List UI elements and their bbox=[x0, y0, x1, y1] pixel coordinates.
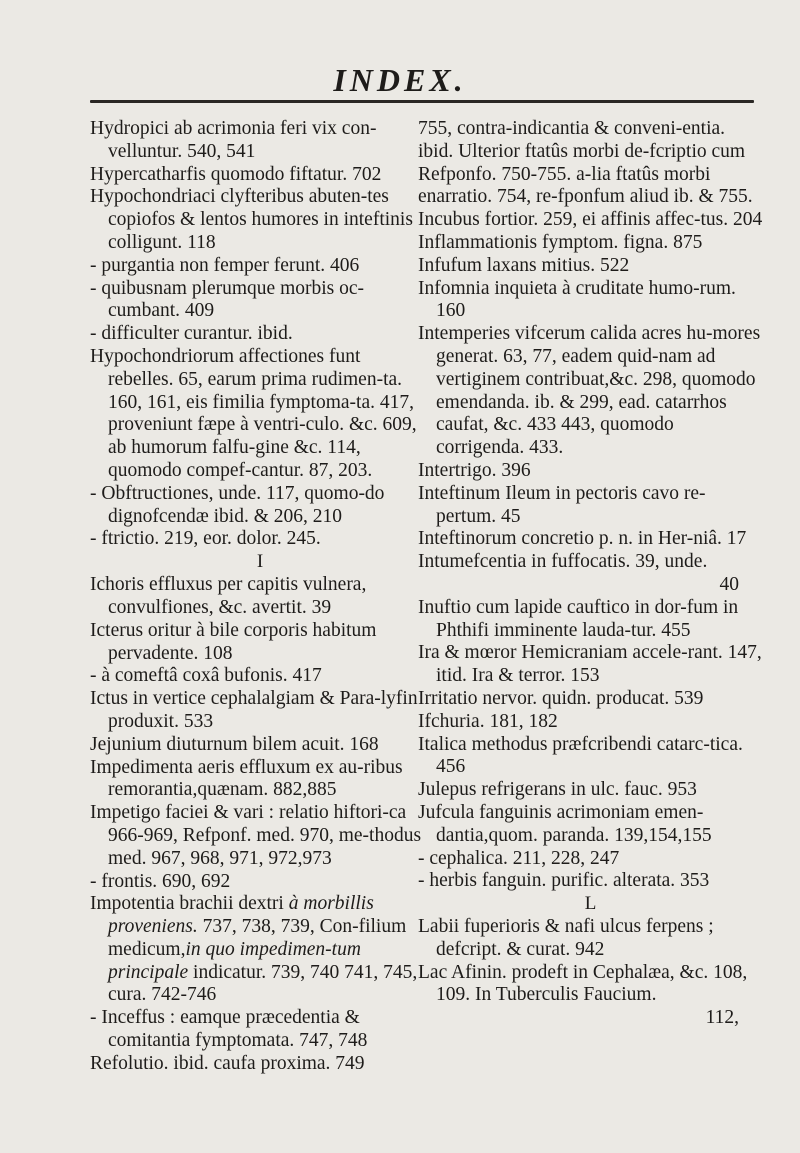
index-subentry: - à comeftâ coxâ bufonis. 417 bbox=[90, 665, 322, 687]
index-entry: Inuftio cum lapide cauftico in dor-fum in Phthifi imminente lauda-tur. 455 bbox=[418, 596, 739, 641]
index-subentry: - Inceffus : eamque præcedentia & comitantia fymptomata. 747, 748 bbox=[90, 1007, 368, 1052]
index-entry: Italica methodus præfcribendi catarc-tica. 456 bbox=[418, 733, 743, 778]
index-entry: Refolutio. ibid. caufa proxima. 749 bbox=[90, 1052, 365, 1074]
index-subentry: - herbis fanguin. purific. alterata. 353 bbox=[418, 870, 710, 892]
entry-text: Impotentia brachii dextri bbox=[90, 893, 289, 915]
entry-italic-text: à morbillis proveniens. bbox=[108, 893, 374, 938]
index-entry: Ira & mœror Hemicraniam accele-rant. 147, itid. Ira & terror. 153 bbox=[418, 642, 762, 687]
index-entry: Intemperies vifcerum calida acres hu-mores generat. 63, 77, eadem quid-nam ad vertiginem contribuat,&c. 298, quomodo emendanda. ib. & 299, ead. catarrhos caufat, &c. 433 443, quomodo corrigenda. 433. bbox=[418, 323, 761, 459]
index-subentry: - ftrictio. 219, eor. dolor. 245. bbox=[90, 528, 321, 550]
index-subentry: - cephalica. 211, 228, 247 bbox=[418, 847, 620, 869]
page-title: INDEX. bbox=[333, 62, 467, 98]
left-column bbox=[90, 118, 430, 1076]
index-subentry: - frontis. 690, 692 bbox=[90, 870, 231, 892]
entry-text: 737, 738, 739, Con-filium medicum, bbox=[108, 916, 407, 960]
index-subentry: - purgantia non femper ferunt. 406 bbox=[90, 254, 360, 276]
index-entry: Inteftinum Ileum in pectoris cavo re-pertum. 45 bbox=[418, 482, 706, 527]
index-entry: Icterus oritur à bile corporis habitum pervadente. 108 bbox=[90, 619, 377, 664]
index-entry-continued: 755, contra-indicantia & conveni-entia. ibid. Ulterior ftatûs morbi de-fcriptio cum Refponfo. 750-755. a-lia ftatûs morbi enarratio. 754, re-fponfum aliud ib. & 755. bbox=[418, 118, 753, 208]
page-number: 112, bbox=[705, 1007, 739, 1029]
index-entry: Hypercatharfis quomodo fiftatur. 702 bbox=[90, 163, 382, 185]
index-entry: Inteftinorum concretio p. n. in Her-niâ. 17 bbox=[418, 528, 747, 550]
index-entry: Intumefcentia in fuffocatis. 39, unde. bbox=[418, 551, 708, 573]
index-entry: Incubus fortior. 259, ei affinis affec-tus. 204 bbox=[418, 209, 763, 231]
section-letter-i: I bbox=[256, 551, 264, 573]
index-entry: Julepus refrigerans in ulc. fauc. 953 bbox=[418, 779, 697, 801]
index-subentry: - Obftructiones, unde. 117, quomo-do dignofcendæ ibid. & 206, 210 bbox=[90, 482, 385, 527]
index-entry: Infomnia inquieta à cruditate humo-rum. 160 bbox=[418, 277, 736, 322]
index-entry: Labii fuperioris & nafi ulcus ferpens ; defcript. & curat. 942 bbox=[418, 916, 714, 960]
index-entry: Infufum laxans mitius. 522 bbox=[418, 254, 630, 276]
page-number: 40 bbox=[719, 573, 739, 595]
section-letter-l: L bbox=[584, 893, 597, 915]
index-entry: Ictus in vertice cephalalgiam & Para-lyfin produxit. 533 bbox=[90, 688, 418, 732]
index-entry: Ifchuria. 181, 182 bbox=[418, 710, 558, 732]
index-entry: Irritatio nervor. quidn. producat. 539 bbox=[418, 687, 704, 709]
entry-text: indicatur. 739, 740 741, 745, cura. 742-746 bbox=[108, 961, 418, 1006]
index-entry: Lac Afinin. prodeft in Cephalæa, &c. 108, 109. In Tuberculis Faucium. bbox=[418, 961, 748, 1006]
index-entry: Hydropici ab acrimonia feri vix con-velluntur. 540, 541 bbox=[90, 118, 377, 162]
index-entry: Hypochondriaci clyfteribus abuten-tes copiofos & lentos humores in inteftinis colligunt. 118 bbox=[90, 186, 413, 253]
index-entry: Jejunium diuturnum bilem acuit. 168 bbox=[90, 733, 379, 755]
index-entry: Hypochondriorum affectiones funt rebelles. 65, earum prima rudimen-ta. 160, 161, eis fimilia fymptoma-ta. 417, proveniunt fæpe à ventri-culo. &c. 609, ab humorum falfu-gine &c. 114, quomodo compef-cantur. 87, 203. bbox=[90, 345, 417, 481]
index-subentry: - difficulter curantur. ibid. bbox=[90, 323, 293, 345]
index-entry-impotentia bbox=[90, 893, 430, 1007]
index-subentry: - quibusnam plerumque morbis oc-cumbant. 409 bbox=[90, 277, 365, 322]
index-entry: Intertrigo. 396 bbox=[418, 459, 531, 481]
header-rule bbox=[90, 100, 754, 103]
index-entry: Impetigo faciei & vari : relatio hiftori-ca 966-969, Refponf. med. 970, me-thodus med. 967, 968, 971, 972,973 bbox=[90, 802, 422, 869]
index-entry: Inflammationis fymptom. figna. 875 bbox=[418, 231, 703, 253]
index-entry: Impedimenta aeris effluxum ex au-ribus remorantia,quænam. 882,885 bbox=[90, 756, 403, 801]
index-entry: Ichoris effluxus per capitis vulnera, convulfiones, &c. avertit. 39 bbox=[90, 574, 367, 618]
index-entry: Jufcula fanguinis acrimoniam emen-dantia,quom. paranda. 139,154,155 bbox=[418, 801, 712, 846]
entry-italic-text: in quo impedimen-tum principale bbox=[108, 938, 361, 983]
right-column bbox=[418, 118, 763, 1030]
